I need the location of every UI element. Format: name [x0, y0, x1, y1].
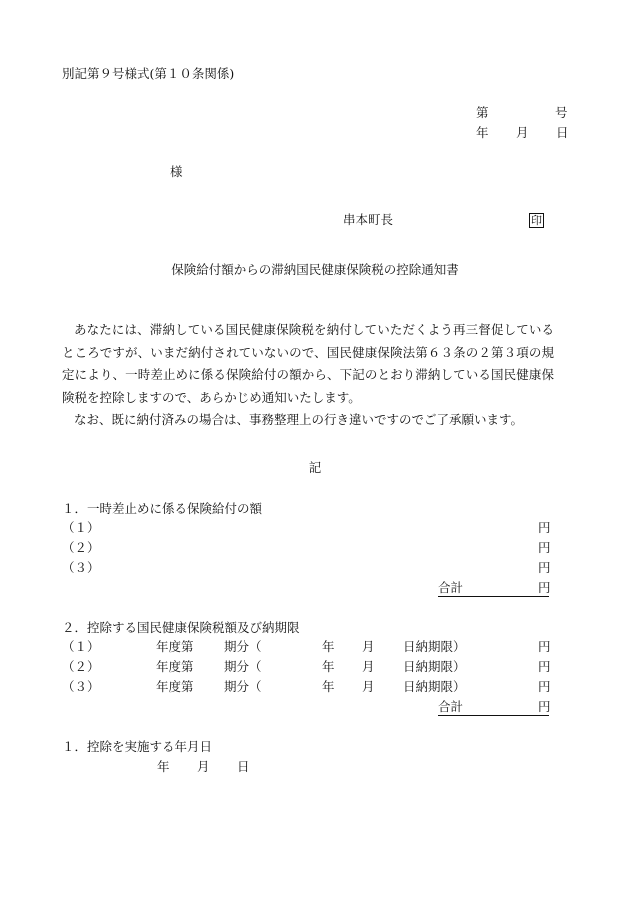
section2-row-m: 月: [362, 659, 375, 674]
section1-row-unit: 円: [538, 520, 551, 535]
section2-row-period-text: 期分（: [224, 679, 262, 694]
section2-row-year-text: 年度第: [156, 659, 194, 674]
number-prefix: 第: [476, 105, 489, 120]
document-title: 保険給付額からの滞納国民健康保険税の控除通知書: [171, 262, 459, 277]
section1-heading: １．一時差止めに係る保険給付の額: [62, 501, 263, 516]
section2-row-period-text: 期分（: [224, 639, 262, 654]
section2-row-y: 年: [322, 639, 335, 654]
seal-char: 印: [531, 214, 542, 227]
date-year: 年: [476, 125, 489, 140]
section2-row-unit: 円: [538, 659, 551, 674]
section2-row-m: 月: [362, 679, 375, 694]
issuer: 串本町長: [343, 212, 394, 227]
form-id: 別記第９号様式(第１０条関係): [62, 66, 235, 81]
section2-row-m: 月: [362, 639, 375, 654]
section1-total-unit: 円: [538, 580, 551, 595]
number-suffix: 号: [555, 105, 568, 120]
section2-total-unit: 円: [538, 699, 551, 714]
section1-total-line: [438, 582, 549, 597]
section3-day: 日: [237, 759, 250, 774]
section2-row-year-text: 年度第: [156, 679, 194, 694]
section2-row-period-text: 期分（: [224, 659, 262, 674]
date-day: 日: [556, 125, 569, 140]
section2-row-unit: 円: [538, 679, 551, 694]
recipient-suffix: 様: [170, 164, 183, 179]
section2-row-y: 年: [322, 679, 335, 694]
section3-heading: １．控除を実施する年月日: [62, 739, 213, 754]
section1-row-label: （１）: [62, 520, 100, 535]
section3-year: 年: [157, 759, 170, 774]
section2-row-label: （３）: [62, 679, 100, 694]
section2-row-y: 年: [322, 659, 335, 674]
section1-total-label: 合計: [438, 580, 464, 595]
section2-row-label: （１）: [62, 639, 100, 654]
section1-row-label: （３）: [62, 560, 100, 575]
section2-heading: ２．控除する国民健康保険税額及び納期限: [62, 620, 300, 635]
section1-row-unit: 円: [538, 540, 551, 555]
section2-row-unit: 円: [538, 639, 551, 654]
section3-month: 月: [197, 759, 210, 774]
ki-label: 記: [308, 460, 322, 475]
section1-row-unit: 円: [538, 560, 551, 575]
section2-row-deadline: 日納期限）: [403, 659, 466, 674]
date-month: 月: [516, 125, 529, 140]
section1-row-label: （２）: [62, 540, 100, 555]
section2-row-year-text: 年度第: [156, 639, 194, 654]
body-paragraph-2: なお、既に納付済みの場合は、事務整理上の行き違いですのでご了承願います。: [74, 412, 524, 427]
section2-total-line: [438, 701, 549, 716]
seal-mark: [529, 213, 544, 228]
body-paragraph-1: あなたには、滞納している国民健康保険税を納付していただくよう再三督促しているところですが、いまだ納付されていないので、国民健康保険法第６３条の２第３項の規定により、一時差止めに係る保険給付の額から、下記のとおり滞納している国民健康保険税を控除しますので、あらかじめ通知いたします。: [62, 322, 554, 405]
section2-row-label: （２）: [62, 659, 100, 674]
section2-row-deadline: 日納期限）: [403, 679, 466, 694]
section2-total-label: 合計: [438, 699, 464, 714]
section2-row-deadline: 日納期限）: [403, 639, 466, 654]
